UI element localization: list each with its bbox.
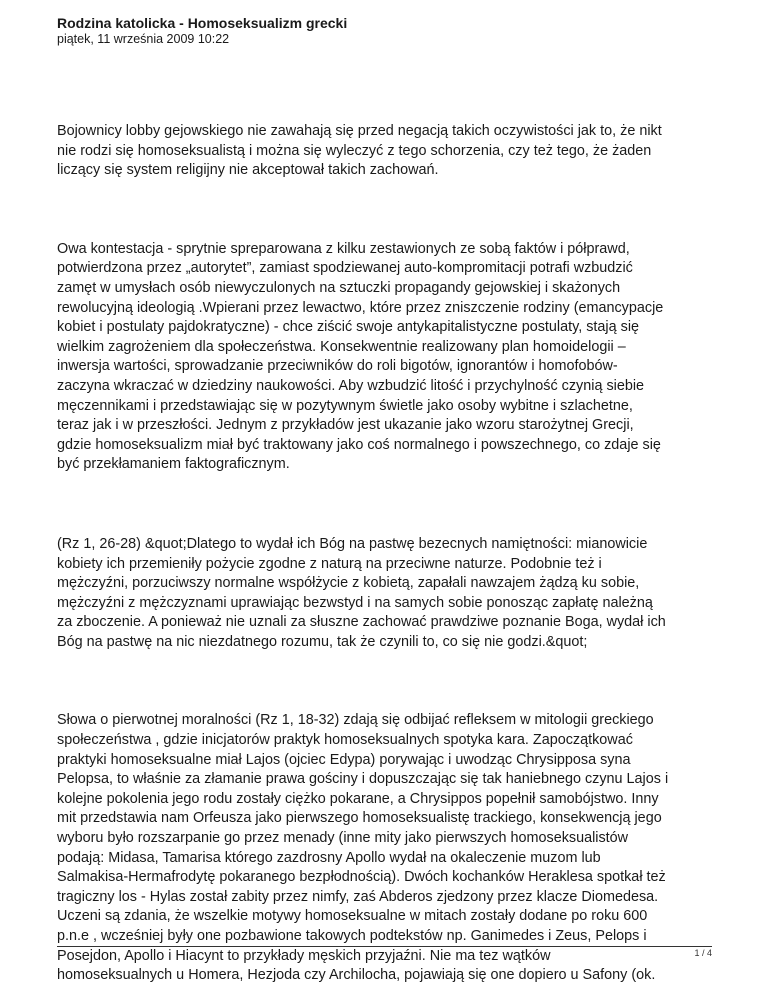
text-line: podają: Midasa, Tamarisa którego zazdrosny Apollo wydał na okaleczenie muzom lub [57, 849, 601, 866]
text-line: tragiczny los - Hylas został zabity przez nimfy, zaś Abderos zjedzony przez klacze Diomedesa. [57, 888, 659, 905]
text-line: wyboru było rozszarpanie go przez menady (inne mity jako pierwszych homoseksualistów [57, 830, 629, 847]
text-line: kolejne pokolenia jego rodu zostały ciężko pokarane, a Chrysippos popełnił samobójstwo. Inny [57, 790, 659, 807]
text-line: teraz jak i w przeszłości. Jednym z przykładów jest ukazanie jako wzoru starożytnej Grecji, [57, 417, 634, 434]
text-line: praktyki homoseksualne miał Lajos (ojciec Edypa) porywając i uwodząc Chrysipposa syna [57, 751, 631, 768]
text-line: za zboczenie. A ponieważ nie uznali za słuszne zachować prawdziwe poznanie Boga, wydał ich [57, 614, 666, 631]
paragraph [57, 240, 717, 475]
text-line: zamęt w umysłach osób niewyczulonych na sztuczki propagandy gejowskiej i skażonych [57, 279, 621, 296]
text-line: Bojownicy lobby gejowskiego nie zawahają się przed negacją takich oczywistości jak to, że nikt [57, 123, 662, 139]
page-header [57, 15, 717, 47]
text-line: Słowa o pierwotnej moralności (Rz 1, 18-32) zdają się odbijać refleksem w mitologii greckiego [57, 712, 654, 729]
text-line: kobiet i postulaty pajdokratyczne) - chce ziścić swoje antykapitalistyczne postulaty, stają się [57, 319, 640, 336]
text-line: liczący się system religijny nie akceptował takich zachowań. [57, 162, 439, 179]
document-title: Rodzina katolicka - Homoseksualizm grecki [57, 15, 348, 31]
text-line: mężczyźni, porzuciwszy normalne współżycie z kobietą, zapałali nawzajem żądzą ku sobie, [57, 575, 640, 592]
text-line: Bóg na pastwę na nic niezdatnego rozumu, tak że czynili to, co się nie godzi.&quot; [57, 633, 588, 650]
text-line: mit przedstawia nam Orfeusza jako pierwszego homoseksualistę trackiego, konsekwencją jego [57, 810, 662, 827]
text-line: homoseksualnych u Homera, Hezjoda czy Archilocha, pojawiają się one dopiero u Safony (ok. [57, 967, 656, 984]
text-line: być przekłamaniem faktograficznym. [57, 456, 290, 473]
text-line: kobiety ich przemieniły pożycie zgodne z naturą na przeciwne naturze. Podobnie też i [57, 555, 602, 572]
text-line: potwierdzona przez „autorytet”, zamiast spodziewanej auto-kompromitacji potrafi wzbudzić [57, 260, 633, 277]
page-number: 1 / 4 [694, 948, 712, 958]
footer-divider [57, 946, 712, 947]
text-line: Posejdon, Apollo i Hiacynt to przykłady męskich przyjaźni. Nie ma tez wątków [57, 947, 551, 964]
text-line: p.n.e , wcześniej były one pozbawione takowych podtekstów np. Ganimedes i Zeus, Pelops i [57, 928, 647, 944]
text-line: Pelopsa, to właśnie za złamanie prawa gościny i dopuszczając się tak haniebnego czynu Lajos i [57, 771, 669, 788]
text-line: społeczeństwa , gdzie inicjatorów praktyk homoseksualnych spotyka kara. Zapoczątkować [57, 732, 633, 749]
text-line: męczennikami i przedstawiając się w pozytywnym świetle jako osoby wybitne i szlachetne, [57, 397, 633, 414]
text-line: zaczyna wkraczać w dziedziny naukowości. Aby wzbudzić litość i przychylność czynią siebie [57, 377, 645, 394]
text-line: Owa kontestacja - sprytnie spreparowana z kilku zestawionych ze sobą faktów i półprawd, [57, 240, 630, 257]
text-line: gdzie homoseksualizm miał być traktowany jako coś normalnego i powszechnego, co zdaje się [57, 436, 661, 453]
text-line: Salmakisa-Hermafrodytę pokaranego bezpłodnością). Dwóch kochanków Heraklesa spotkał też [57, 869, 666, 886]
text-line: inwersja wartości, sprowadzanie przeciwników do roli bigotów, ignorantów i homofobów- [57, 358, 618, 375]
article-body [57, 122, 717, 986]
text-line: rewolucyjną ideologią .Wpierani przez lewactwo, które przez zniszczenie rodziny (emancypacje [57, 299, 664, 316]
text-line: (Rz 1, 26-28) &quot;Dlatego to wydał ich Bóg na pastwę bezecnych namiętności: mianowicie [57, 535, 648, 552]
text-line: wielkim zagrożeniem dla społeczeństwa. Konsekwentnie realizowany plan homoidelogii – [57, 338, 626, 355]
text-line: Uczeni są zdania, że wszelkie motywy homoseksualne w mitach zostały dodane po roku 600 [57, 908, 648, 925]
document-date: piątek, 11 września 2009 10:22 [57, 32, 230, 46]
text-line: nie rodzi się homoseksualistą i można się wyleczyć z tego schorzenia, czy też tego, że żaden [57, 142, 652, 159]
paragraph [57, 122, 717, 181]
text-line: mężczyźni z mężczyznami uprawiając bezwstyd i na samych sobie ponosząc zapłatę należną [57, 594, 653, 611]
paragraph [57, 711, 717, 985]
paragraph-quote [57, 535, 717, 653]
